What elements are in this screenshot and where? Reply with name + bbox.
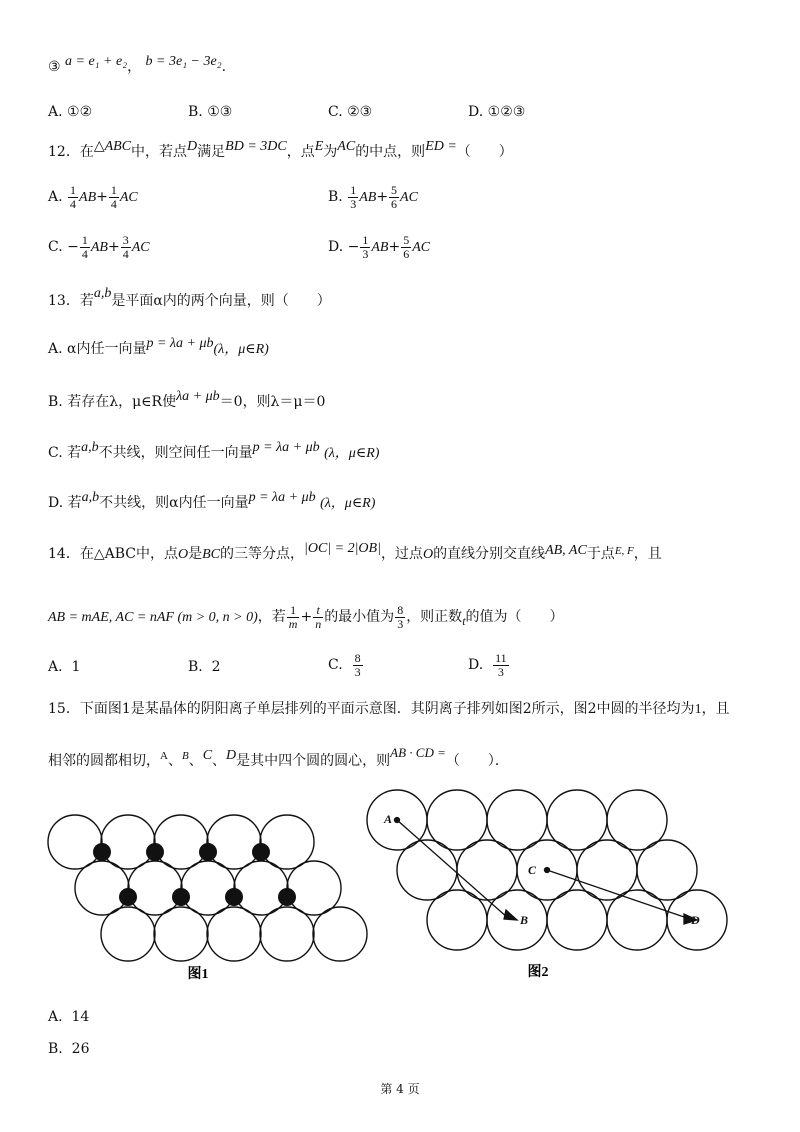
fig1-circle — [234, 861, 288, 915]
q15-stem-line2: 相邻的圆都相切，$^A$、$^B$、C、D是其中四个圆的圆心，则AB · CD =（ ）． — [48, 745, 509, 769]
label-a: A — [384, 812, 393, 826]
fig1-circle — [75, 861, 129, 915]
answer-blank: （ ） — [456, 144, 513, 160]
fig1-cation — [93, 843, 111, 861]
fig2-circle — [547, 890, 607, 950]
fig1-circle — [207, 907, 261, 961]
figure-2 — [360, 782, 740, 982]
q11-option-a[interactable]: A. ①② — [48, 104, 93, 120]
vector-cd-arrow — [547, 870, 687, 918]
vectors-ab: a,b — [93, 286, 112, 301]
q11-option-c[interactable]: C. ②③ — [328, 104, 373, 120]
q13-option-a[interactable]: A. α内任一向量p = λa + μb(λ，μ∈R) — [48, 336, 269, 357]
q13-stem: 13．若a,b是平面α内的两个向量，则（ ） — [48, 286, 331, 309]
q11-option-b[interactable]: B. ①③ — [188, 104, 233, 120]
q12-option-d[interactable]: D. − $\frac{1}{3}$ AB+ $\frac{5}{6}$ AC — [328, 232, 431, 261]
fig2-circle — [427, 890, 487, 950]
center-a — [395, 818, 400, 823]
fig1-circle — [101, 907, 155, 961]
radius-value: 1 — [694, 702, 702, 717]
vector-b-expression: b = 3e₁ − 3e₂ — [145, 54, 222, 69]
point-d: D — [187, 139, 198, 154]
question-number: 15． — [48, 701, 80, 717]
q13-option-c[interactable]: C. 若a,b不共线，则空间任一向量p = λa + μb (λ，μ∈R) — [48, 440, 380, 461]
label-b: B — [520, 913, 529, 927]
label-d: D — [691, 913, 700, 927]
point-d: D — [226, 748, 237, 763]
fig1-circle — [48, 815, 102, 869]
question-number: 14． — [48, 546, 80, 562]
fig1-cation — [199, 843, 217, 861]
fig1-cation — [172, 888, 190, 906]
item-number: ③ — [48, 59, 61, 75]
q14-stem-line2: AB = mAE, AC = nAF (m > 0, n > 0)，若 $\frac{1}{m}$ + $\frac{t}{n}$ 的最小值为 $\frac{8}{3}$ ，则正数t的值为（ ） — [48, 602, 564, 631]
q13-option-d[interactable]: D. 若a,b不共线，则α内任一向量p = λa + μb (λ，μ∈R) — [48, 490, 376, 511]
point-e: E — [314, 139, 324, 154]
dot-product-ab-cd: AB · CD = — [390, 745, 446, 760]
fig1-cation — [278, 888, 296, 906]
separator: ， — [127, 59, 142, 75]
point-b: B — [181, 750, 189, 762]
fig1-circle — [313, 907, 367, 961]
condition-ab-mae: AB = mAE, AC = nAF (m > 0, n > 0) — [48, 610, 258, 625]
fig1-cation — [252, 843, 270, 861]
point-c: C — [202, 748, 213, 763]
fig1-cation — [146, 843, 164, 861]
arrowhead-b — [504, 910, 517, 920]
fig1-circle — [260, 907, 314, 961]
page-number: 第 4 页 — [380, 1082, 420, 1096]
fig1-cation — [225, 888, 243, 906]
point-a: A — [160, 750, 168, 762]
fig1-circle — [154, 907, 208, 961]
q14-option-a[interactable]: A. 1 — [48, 659, 81, 675]
triangle-abc: △ABC — [93, 139, 132, 154]
center-c — [545, 868, 550, 873]
q14-option-d[interactable]: D. $\frac{11}{3}$ — [468, 650, 507, 679]
item-3 — [48, 54, 227, 77]
fig1-circle — [287, 861, 341, 915]
q14-option-b[interactable]: B. 2 — [188, 659, 221, 675]
label-c: C — [528, 863, 537, 877]
q12-option-b[interactable]: B. $\frac{1}{3}$ AB+ $\frac{5}{6}$ AC — [328, 182, 418, 211]
segment-ac: AC — [337, 139, 356, 154]
q15-stem-line1: 15．下面图1是某晶体的阴阳离子单层排列的平面示意图．其阴离子排列如图2所示，图2中圆的半径均为1，且 — [48, 701, 730, 717]
fig1-circle — [128, 861, 182, 915]
figure-1 — [40, 800, 380, 990]
figure-1-caption: 图1 — [187, 967, 209, 982]
condition-oc-2ob: |OC| = 2|OB| — [303, 541, 381, 556]
fig1-circle — [207, 815, 261, 869]
q12-option-c[interactable]: C. − $\frac{1}{4}$ AB+ $\frac{3}{4}$ AC — [48, 232, 150, 261]
fig1-circle — [181, 861, 235, 915]
vector-ed: ED = — [425, 139, 457, 154]
q12-stem: 12．在△ABC中，若点D满足BD = 3DC，点E为AC的中点，则ED =（ ） — [48, 139, 513, 160]
q11-option-d[interactable]: D. ①②③ — [468, 104, 526, 120]
fig1-circle — [260, 815, 314, 869]
q15-option-b[interactable]: B. 26 — [48, 1041, 90, 1057]
question-number: 12． — [48, 144, 80, 160]
fig1-circle — [101, 815, 155, 869]
answer-blank: （ ）． — [445, 753, 509, 769]
question-number: 13． — [48, 293, 80, 309]
q12-option-a[interactable]: A. $\frac{1}{4}$ AB+ $\frac{1}{4}$ AC — [48, 182, 138, 211]
condition-bd-3dc: BD = 3DC — [225, 139, 287, 154]
fig1-cation — [119, 888, 137, 906]
period: . — [221, 59, 227, 75]
q14-stem-line1: 14．在△ABC中，点O是BC的三等分点，|OC| = 2|OB|，过点O的直线分别交直线AB, AC于点$^{E, F}$，且 — [48, 541, 662, 562]
q15-option-a[interactable]: A. 14 — [48, 1009, 90, 1025]
fig2-circle — [607, 890, 667, 950]
figure-2-caption: 图2 — [527, 965, 549, 980]
q13-option-b[interactable]: B. 若存在λ，μ∈R使λa + μb＝0，则λ＝μ＝0 — [48, 389, 326, 410]
vector-a-expression: a = e₁ + e₂ — [65, 54, 128, 69]
q14-option-c[interactable]: C. $\frac{8}{3}$ — [328, 650, 361, 679]
fig1-circle — [154, 815, 208, 869]
